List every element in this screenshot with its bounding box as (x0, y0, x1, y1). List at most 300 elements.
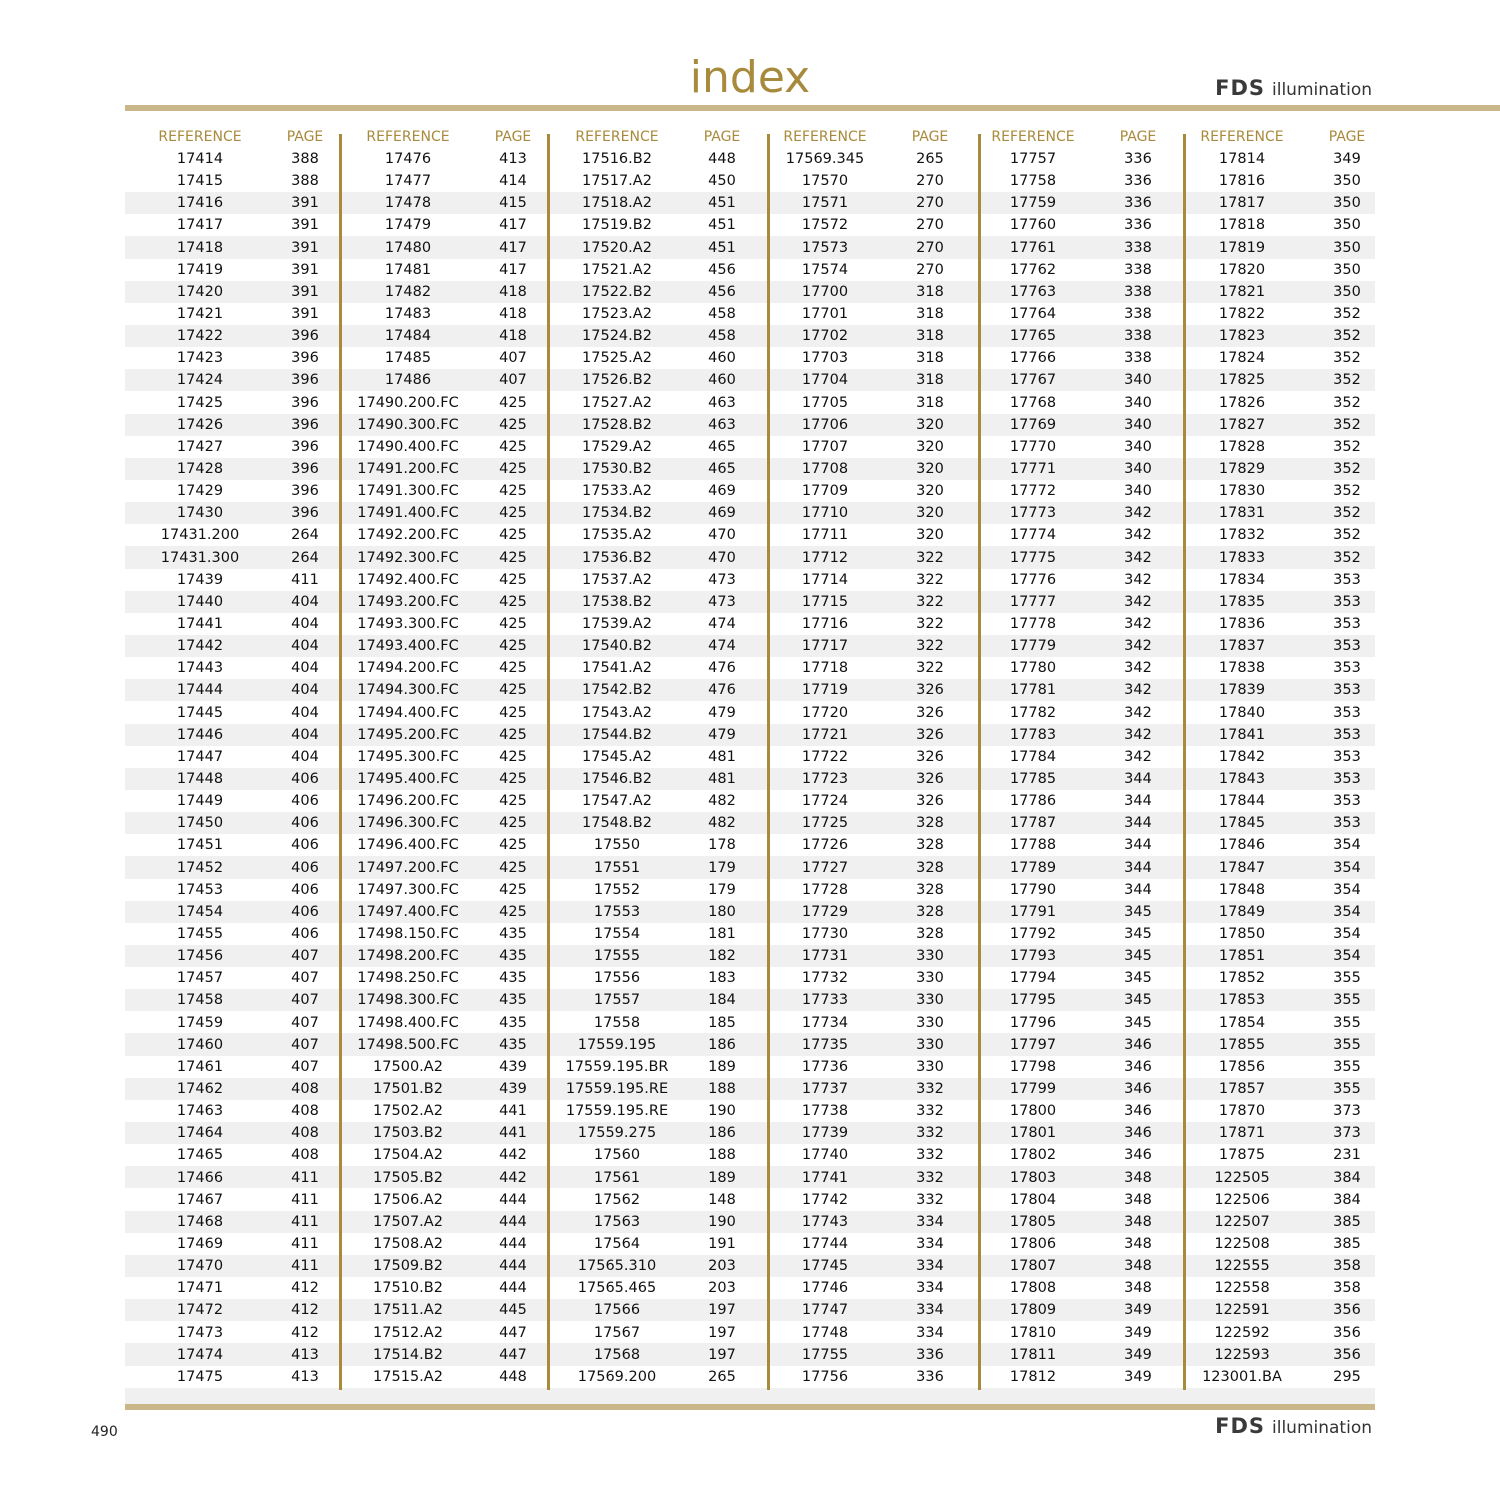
page-cell: 344 (1124, 881, 1152, 898)
reference-cell: 17508.A2 (373, 1235, 443, 1252)
table-row (1167, 1078, 1377, 1100)
reference-cell: 17452 (176, 859, 224, 876)
table-row (1167, 547, 1377, 569)
reference-cell: 17837 (1218, 638, 1266, 655)
table-row (750, 1144, 960, 1166)
reference-cell: 17797 (1009, 1036, 1057, 1053)
table-row (1167, 259, 1377, 281)
page-cell: 348 (1124, 1169, 1152, 1186)
reference-cell: 17536.B2 (582, 549, 652, 566)
reference-cell: 17445 (176, 704, 224, 721)
table-row (125, 1344, 335, 1366)
reference-cell: 17848 (1218, 881, 1266, 898)
reference-cell: 17817 (1218, 195, 1266, 212)
reference-header: REFERENCE (366, 129, 450, 145)
reference-cell: 17812 (1009, 1368, 1057, 1385)
table-row (542, 1056, 752, 1078)
table-row (125, 1144, 335, 1166)
page-cell: 456 (708, 283, 736, 300)
page-cell: 231 (1333, 1147, 1361, 1164)
reference-cell: 17485 (384, 350, 432, 367)
table-row (542, 170, 752, 192)
table-row (333, 1211, 543, 1233)
reference-cell: 17783 (1009, 726, 1057, 743)
page-cell: 435 (499, 992, 527, 1009)
page-cell: 352 (1333, 306, 1361, 323)
page-cell: 185 (708, 1014, 736, 1031)
reference-cell: 17565.465 (577, 1280, 657, 1297)
table-row (1167, 989, 1377, 1011)
page-cell: 356 (1333, 1324, 1361, 1341)
table-row (125, 569, 335, 591)
reference-cell: 17490.300.FC (357, 416, 459, 433)
reference-cell: 17755 (801, 1346, 849, 1363)
page-cell: 415 (499, 195, 527, 212)
page-cell: 330 (916, 1058, 944, 1075)
reference-cell: 17414 (176, 151, 224, 168)
table-row (333, 1078, 543, 1100)
table-row (125, 945, 335, 967)
page-cell: 418 (499, 328, 527, 345)
page-cell: 265 (916, 151, 944, 168)
table-row (125, 768, 335, 790)
page-cell: 270 (916, 217, 944, 234)
reference-cell: 17559.195 (577, 1036, 657, 1053)
page-cell: 352 (1333, 461, 1361, 478)
table-row (125, 1011, 335, 1033)
table-row (542, 281, 752, 303)
reference-cell: 17831 (1218, 505, 1266, 522)
table-row (125, 214, 335, 236)
table-row (750, 458, 960, 480)
page-cell: 181 (708, 925, 736, 942)
table-row (333, 790, 543, 812)
page-cell: 391 (291, 239, 319, 256)
reference-cell: 17871 (1218, 1125, 1266, 1142)
page-cell: 356 (1333, 1346, 1361, 1363)
reference-cell: 17496.200.FC (357, 793, 459, 810)
reference-cell: 17522.B2 (582, 283, 652, 300)
page-cell: 407 (291, 1014, 319, 1031)
reference-cell: 17523.A2 (582, 306, 652, 323)
page-cell: 328 (916, 837, 944, 854)
page-cell: 186 (708, 1036, 736, 1053)
page-cell: 384 (1333, 1191, 1361, 1208)
table-row (1167, 1011, 1377, 1033)
table-row (125, 281, 335, 303)
reference-cell: 17567 (593, 1324, 641, 1341)
reference-cell: 17737 (801, 1080, 849, 1097)
page-cell: 345 (1124, 1014, 1152, 1031)
reference-header: REFERENCE (783, 129, 867, 145)
page-cell: 342 (1124, 638, 1152, 655)
table-row (542, 303, 752, 325)
page-cell: 326 (916, 748, 944, 765)
table-row (1167, 458, 1377, 480)
page-cell: 350 (1333, 261, 1361, 278)
page-cell: 350 (1333, 283, 1361, 300)
reference-cell: 17529.A2 (582, 438, 652, 455)
column-divider (767, 134, 770, 1390)
table-row (1167, 303, 1377, 325)
table-row (542, 392, 752, 414)
reference-cell: 17492.200.FC (357, 527, 459, 544)
page-cell: 451 (708, 195, 736, 212)
reference-cell: 17430 (176, 505, 224, 522)
table-row (958, 1034, 1168, 1056)
table-row (958, 591, 1168, 613)
table-row (542, 746, 752, 768)
reference-cell: 17850 (1218, 925, 1266, 942)
reference-cell: 17493.300.FC (357, 616, 459, 633)
table-row (958, 524, 1168, 546)
reference-cell: 17555 (593, 948, 641, 965)
table-row (542, 967, 752, 989)
table-row (542, 790, 752, 812)
page-cell: 332 (916, 1169, 944, 1186)
table-row (958, 834, 1168, 856)
reference-cell: 17530.B2 (582, 461, 652, 478)
table-row (333, 214, 543, 236)
reference-cell: 17446 (176, 726, 224, 743)
page-cell: 412 (291, 1324, 319, 1341)
page-cell: 355 (1333, 1058, 1361, 1075)
table-row (958, 967, 1168, 989)
table-row (750, 214, 960, 236)
page-cell: 479 (708, 704, 736, 721)
table-row (333, 901, 543, 923)
table-row (750, 1211, 960, 1233)
reference-cell: 17805 (1009, 1213, 1057, 1230)
page-cell: 474 (708, 638, 736, 655)
reference-cell: 17723 (801, 771, 849, 787)
table-row (1167, 1056, 1377, 1078)
page-cell: 338 (1124, 350, 1152, 367)
table-row (333, 613, 543, 635)
page-cell: 439 (499, 1058, 527, 1075)
reference-cell: 17773 (1009, 505, 1057, 522)
column-header (750, 126, 960, 148)
reference-cell: 17491.200.FC (357, 461, 459, 478)
table-row (125, 657, 335, 679)
reference-cell: 17711 (801, 527, 849, 544)
reference-cell: 17534.B2 (582, 505, 652, 522)
reference-cell: 17853 (1218, 992, 1266, 1009)
reference-cell: 17474 (176, 1346, 224, 1363)
reference-cell: 17447 (176, 748, 224, 765)
page-cell: 435 (499, 970, 527, 987)
table-row (542, 148, 752, 170)
table-row (125, 369, 335, 391)
table-row (542, 857, 752, 879)
reference-cell: 17798 (1009, 1058, 1057, 1075)
reference-cell: 17875 (1218, 1147, 1266, 1164)
reference-cell: 17761 (1009, 239, 1057, 256)
page-cell: 425 (499, 527, 527, 544)
table-row (542, 547, 752, 569)
reference-cell: 17816 (1218, 173, 1266, 190)
reference-cell: 17776 (1009, 571, 1057, 588)
column-divider (547, 134, 550, 1390)
reference-cell: 17832 (1218, 527, 1266, 544)
page-cell: 373 (1333, 1103, 1361, 1120)
table-row (125, 303, 335, 325)
page-cell: 425 (499, 881, 527, 898)
table-row (958, 436, 1168, 458)
table-row (958, 214, 1168, 236)
table-row (542, 879, 752, 901)
page-cell: 352 (1333, 438, 1361, 455)
table-row (125, 1211, 335, 1233)
page-cell: 391 (291, 306, 319, 323)
page-cell: 191 (708, 1235, 736, 1252)
page-cell: 473 (708, 593, 736, 610)
page-cell: 460 (708, 372, 736, 389)
page-cell: 353 (1333, 704, 1361, 721)
page-cell: 348 (1124, 1258, 1152, 1275)
table-row (542, 724, 752, 746)
table-row (125, 1299, 335, 1321)
reference-cell: 17554 (593, 925, 641, 942)
table-row (333, 1299, 543, 1321)
reference-cell: 17561 (593, 1169, 641, 1186)
table-row (1167, 1366, 1377, 1388)
reference-cell: 17835 (1218, 593, 1266, 610)
reference-cell: 17473 (176, 1324, 224, 1341)
reference-cell: 17788 (1009, 837, 1057, 854)
page-cell: 447 (499, 1324, 527, 1341)
reference-cell: 17854 (1218, 1014, 1266, 1031)
table-row (1167, 724, 1377, 746)
reference-cell: 17509.B2 (373, 1258, 443, 1275)
page-cell: 346 (1124, 1103, 1152, 1120)
table-row (542, 1233, 752, 1255)
reference-cell: 17460 (176, 1036, 224, 1053)
reference-cell: 17745 (801, 1258, 849, 1275)
table-row (542, 325, 752, 347)
brand-mark: FDS (1215, 1414, 1266, 1438)
table-row (750, 857, 960, 879)
page-cell: 334 (916, 1213, 944, 1230)
page-cell: 352 (1333, 350, 1361, 367)
page-cell: 442 (499, 1147, 527, 1164)
reference-cell: 17551 (593, 859, 641, 876)
reference-cell: 17505.B2 (373, 1169, 443, 1186)
table-row (750, 591, 960, 613)
page-cell: 332 (916, 1125, 944, 1142)
reference-cell: 17455 (176, 925, 224, 942)
reference-cell: 17739 (801, 1125, 849, 1142)
table-row (1167, 480, 1377, 502)
table-row (125, 1366, 335, 1388)
page-cell: 203 (708, 1280, 736, 1297)
table-row (750, 524, 960, 546)
table-row (1167, 1211, 1377, 1233)
page-cell: 353 (1333, 571, 1361, 588)
table-row (333, 259, 543, 281)
page-cell: 338 (1124, 239, 1152, 256)
reference-cell: 17744 (801, 1235, 849, 1252)
reference-cell: 17500.A2 (373, 1058, 443, 1075)
reference-cell: 17495.300.FC (357, 748, 459, 765)
page-cell: 425 (499, 416, 527, 433)
reference-cell: 17548.B2 (582, 815, 652, 832)
table-row (125, 613, 335, 635)
index-column (542, 126, 752, 1388)
page-cell: 334 (916, 1235, 944, 1252)
reference-cell: 17440 (176, 593, 224, 610)
reference-cell: 17486 (384, 372, 432, 389)
page-cell: 264 (291, 527, 319, 544)
table-row (333, 480, 543, 502)
page-cell: 336 (1124, 195, 1152, 212)
reference-cell: 17836 (1218, 616, 1266, 633)
reference-cell: 17559.195.RE (565, 1080, 669, 1097)
reference-cell: 17464 (176, 1125, 224, 1142)
reference-cell: 17820 (1218, 261, 1266, 278)
table-row (958, 1122, 1168, 1144)
table-row (1167, 834, 1377, 856)
table-row (333, 746, 543, 768)
reference-cell: 17467 (176, 1191, 224, 1208)
page-cell: 482 (708, 793, 736, 810)
table-row (333, 812, 543, 834)
reference-cell: 17559.275 (577, 1125, 657, 1142)
table-row (333, 1144, 543, 1166)
table-row (750, 192, 960, 214)
table-row (542, 834, 752, 856)
table-row (1167, 1321, 1377, 1343)
page-cell: 345 (1124, 925, 1152, 942)
table-row (1167, 148, 1377, 170)
page-cell: 342 (1124, 682, 1152, 699)
table-row (542, 1011, 752, 1033)
page-cell: 373 (1333, 1125, 1361, 1142)
page-cell: 441 (499, 1103, 527, 1120)
reference-cell: 17518.A2 (582, 195, 652, 212)
table-row (542, 591, 752, 613)
table-row (125, 170, 335, 192)
page-cell: 148 (708, 1191, 736, 1208)
page-header: PAGE (703, 129, 741, 145)
table-row (333, 502, 543, 524)
reference-cell: 17510.B2 (373, 1280, 443, 1297)
page-cell: 328 (916, 881, 944, 898)
reference-cell: 17477 (384, 173, 432, 190)
column-header (333, 126, 543, 148)
page-cell: 391 (291, 217, 319, 234)
table-row (333, 989, 543, 1011)
reference-cell: 17571 (801, 195, 849, 212)
table-row (958, 1011, 1168, 1033)
reference-header: REFERENCE (991, 129, 1075, 145)
page-cell: 444 (499, 1235, 527, 1252)
table-row (333, 392, 543, 414)
table-row (958, 657, 1168, 679)
table-row (125, 347, 335, 369)
table-row (125, 436, 335, 458)
table-row (125, 325, 335, 347)
table-row (958, 702, 1168, 724)
page-cell: 406 (291, 815, 319, 832)
table-row (750, 1189, 960, 1211)
table-row (1167, 967, 1377, 989)
page-cell: 179 (708, 859, 736, 876)
reference-cell: 17715 (801, 593, 849, 610)
page-cell: 470 (708, 549, 736, 566)
reference-cell: 17794 (1009, 970, 1057, 987)
reference-cell: 17765 (1009, 328, 1057, 345)
reference-cell: 17771 (1009, 461, 1057, 478)
reference-cell: 17574 (801, 261, 849, 278)
page-cell: 355 (1333, 1014, 1361, 1031)
table-row (958, 569, 1168, 591)
reference-cell: 123001.BA (1202, 1368, 1282, 1385)
reference-cell: 17502.A2 (373, 1103, 443, 1120)
reference-cell: 17524.B2 (582, 328, 652, 345)
page-cell: 358 (1333, 1280, 1361, 1297)
column-divider (339, 134, 342, 1390)
page-cell: 320 (916, 438, 944, 455)
reference-cell: 17828 (1218, 438, 1266, 455)
page-cell: 425 (499, 793, 527, 810)
page-cell: 425 (499, 394, 527, 411)
page-cell: 353 (1333, 815, 1361, 832)
page-cell: 411 (291, 571, 319, 588)
reference-cell: 17720 (801, 704, 849, 721)
page-cell: 465 (708, 461, 736, 478)
table-row (750, 1100, 960, 1122)
page-cell: 353 (1333, 793, 1361, 810)
page-cell: 385 (1333, 1213, 1361, 1230)
page-header: PAGE (494, 129, 532, 145)
reference-cell: 17517.A2 (582, 173, 652, 190)
reference-cell: 17431.300 (160, 549, 240, 566)
page-cell: 439 (499, 1080, 527, 1097)
table-row (750, 1277, 960, 1299)
reference-cell: 17498.500.FC (357, 1036, 459, 1053)
table-row (125, 524, 335, 546)
page-cell: 476 (708, 660, 736, 677)
table-row (333, 679, 543, 701)
reference-cell: 17793 (1009, 948, 1057, 965)
reference-cell: 17709 (801, 483, 849, 500)
table-row (750, 724, 960, 746)
page-cell: 391 (291, 195, 319, 212)
table-row (750, 414, 960, 436)
table-row (1167, 569, 1377, 591)
page-cell: 391 (291, 261, 319, 278)
reference-cell: 17497.200.FC (357, 859, 459, 876)
table-row (958, 746, 1168, 768)
page-cell: 407 (499, 350, 527, 367)
page-cell: 442 (499, 1169, 527, 1186)
table-row (125, 857, 335, 879)
page-cell: 340 (1124, 394, 1152, 411)
page-cell: 340 (1124, 372, 1152, 389)
page-cell: 318 (916, 306, 944, 323)
reference-cell: 17810 (1009, 1324, 1057, 1341)
page-cell: 346 (1124, 1036, 1152, 1053)
table-row (333, 967, 543, 989)
page-cell: 408 (291, 1103, 319, 1120)
reference-cell: 17757 (1009, 151, 1057, 168)
reference-cell: 17444 (176, 682, 224, 699)
reference-cell: 17802 (1009, 1147, 1057, 1164)
page-cell: 353 (1333, 660, 1361, 677)
page-cell: 342 (1124, 616, 1152, 633)
reference-cell: 17443 (176, 660, 224, 677)
